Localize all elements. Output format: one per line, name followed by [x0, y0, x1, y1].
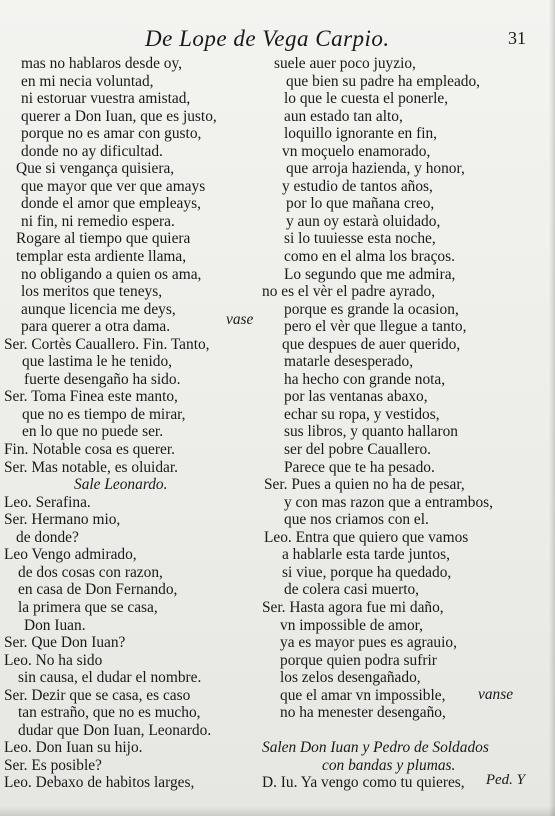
verse-line: ser del pobre Cauallero. [284, 441, 432, 459]
verse-line: en casa de Don Fernando, [18, 581, 178, 599]
verse-line: loquillo ignorante en fin, [284, 125, 438, 143]
verse-line: ni fin, ni remedio espera. [21, 212, 175, 230]
verse-line: Rogare al tiempo que quiera [16, 230, 191, 248]
verse-line: Leo. Entra que quiero que vamos [264, 528, 469, 546]
verse-line: ni estoruar vuestra amistad, [21, 90, 191, 108]
verse-line: templar esta ardiente llama, [16, 248, 187, 266]
verse-line: de donde? [16, 528, 79, 546]
verse-line: y con mas razon que a entrambos, [284, 493, 493, 511]
left-text-column [4, 55, 254, 792]
verse-line: aun estado tan alto, [284, 107, 403, 125]
verse-line: la primera que se casa, [18, 598, 158, 616]
verse-line: que no es tiempo de mirar, [22, 405, 186, 423]
page-edge-shadow [549, 0, 555, 816]
verse-line: que arroja hazienda, y honor, [286, 160, 465, 178]
verse-line: no es el vèr el padre ayrado, [262, 283, 436, 301]
verse-line: Lo segundo que me admira, [284, 265, 456, 283]
verse-line: Leo. Serafina. [4, 493, 91, 511]
verse-line: sin causa, el dudar el nombre. [18, 669, 202, 687]
verse-line: D. Iu. Ya vengo como tu quieres, [262, 774, 465, 792]
stage-direction-vanse: vanse [478, 686, 514, 703]
verse-line: Ser. Hasta agora fue mi daño, [262, 598, 444, 616]
verse-line: Ser. Toma Finea este manto, [4, 388, 178, 406]
page-bottom-shadow [0, 806, 555, 816]
verse-line: que nos criamos con el. [284, 511, 429, 529]
verse-line: Ser. Dezir que se casa, es caso [4, 686, 191, 704]
verse-line: Ser. Es posible? [4, 756, 102, 774]
verse-line: Ser. Cortès Cauallero. Fin. Tanto, [4, 335, 210, 353]
verse-line: vn moçuelo enamorado, [282, 142, 431, 160]
verse-line: donde el amor que empleays, [21, 195, 201, 213]
verse-line: porque quien podra sufrir [280, 651, 437, 669]
verse-line: querer a Don Iuan, que es justo, [21, 107, 217, 125]
verse-line: Don Iuan. [24, 616, 86, 634]
verse-line: Leo. No ha sido [4, 651, 103, 669]
verse-line: Que si vengança quisiera, [16, 160, 175, 178]
verse-line: que bien su padre ha empleado, [286, 72, 481, 90]
verse-line: en lo que no puede ser. [22, 423, 164, 441]
verse-line: aunque licencia me deys, [21, 300, 176, 318]
verse-line: y aun oy estarà oluidado, [286, 212, 441, 230]
verse-line: ya es mayor pues es agrauio, [280, 634, 457, 652]
verse-line: ha hecho con grande nota, [284, 370, 446, 388]
running-title: De Lope de Vega Carpio. [145, 26, 390, 51]
verse-line: de colera casi muerto, [284, 581, 420, 599]
verse-line: que el amar vn impossible, [280, 686, 446, 704]
verse-line: que mayor que ver que amays [21, 177, 206, 195]
verse-line: a hablarle esta tarde juntos, [282, 546, 450, 564]
verse-line: pero el vèr que llegue a tanto, [284, 318, 467, 336]
verse-line: donde no ay dificultad. [21, 142, 163, 160]
verse-line: Ser. Hermano mio, [4, 511, 121, 529]
verse-line: no obligando a quien os ama, [21, 265, 202, 283]
verse-line: Salen Don Iuan y Pedro de Soldados [262, 739, 489, 757]
verse-line: por lo que mañana creo, [286, 195, 435, 213]
verse-line: Ser. Pues a quien no ha de pesar, [264, 476, 465, 494]
verse-line: por las ventanas abaxo, [284, 388, 428, 406]
verse-line: en mi necia voluntad, [21, 72, 154, 90]
verse-line: si lo tuuiesse esta noche, [284, 230, 436, 248]
verse-line: Leo. Don Iuan su hijo. [4, 739, 143, 757]
verse-line: Ser. Que Don Iuan? [4, 634, 126, 652]
verse-line: vn impossible de amor, [280, 616, 424, 634]
verse-line: echar su ropa, y vestidos, [284, 405, 440, 423]
verse-line: tan estraño, que no es mucho, [18, 704, 201, 722]
verse-line: si viue, porque ha quedado, [282, 563, 452, 581]
verse-line: que despues de auer querido, [282, 335, 461, 353]
verse-line: los meritos que teneys, [21, 283, 163, 301]
verse-line: y estudio de tantos años, [282, 177, 433, 195]
verse-line: Parece que te ha pesado. [284, 458, 435, 476]
verse-line: Leo Vengo admirado, [4, 546, 137, 564]
verse-line: como en el alma los braços. [284, 248, 455, 266]
verse-line: Sale Leonardo. [74, 476, 168, 494]
verse-line: fuerte desengaño ha sido. [24, 370, 181, 388]
verse-line: lo que le cuesta el ponerle, [284, 90, 449, 108]
verse-line: suele auer poco juyzio, [274, 55, 416, 72]
verse-line: sus libros, y quanto hallaron [284, 423, 458, 441]
page-number: 31 [508, 28, 526, 48]
right-text-column [262, 55, 552, 792]
verse-line: los zelos desengañado, [280, 669, 421, 687]
verse-line: no ha menester desengaño, [280, 704, 446, 722]
verse-line: que lastima le he tenido, [22, 353, 173, 371]
page-header [0, 26, 555, 52]
stage-direction-vase: vase [226, 311, 254, 328]
verse-line [262, 722, 552, 740]
verse-line: de dos cosas con razon, [18, 563, 163, 581]
verse-line: dudar que Don Iuan, Leonardo. [18, 721, 212, 739]
catchword: Ped. Y [485, 772, 525, 788]
verse-line: porque es grande la ocasion, [284, 300, 459, 318]
verse-line: Fin. Notable cosa es querer. [4, 441, 175, 459]
verse-line: Leo. Debaxo de habitos larges, [4, 774, 195, 792]
verse-line: con bandas y plumas. [322, 756, 456, 774]
verse-line: matarle desesperado, [284, 353, 414, 371]
verse-line: para querer a otra dama. [21, 318, 171, 336]
verse-line: mas no hablaros desde oy, [21, 55, 182, 72]
verse-line: Ser. Mas notable, es oluidar. [4, 458, 178, 476]
verse-line: porque no es amar con gusto, [21, 125, 202, 143]
